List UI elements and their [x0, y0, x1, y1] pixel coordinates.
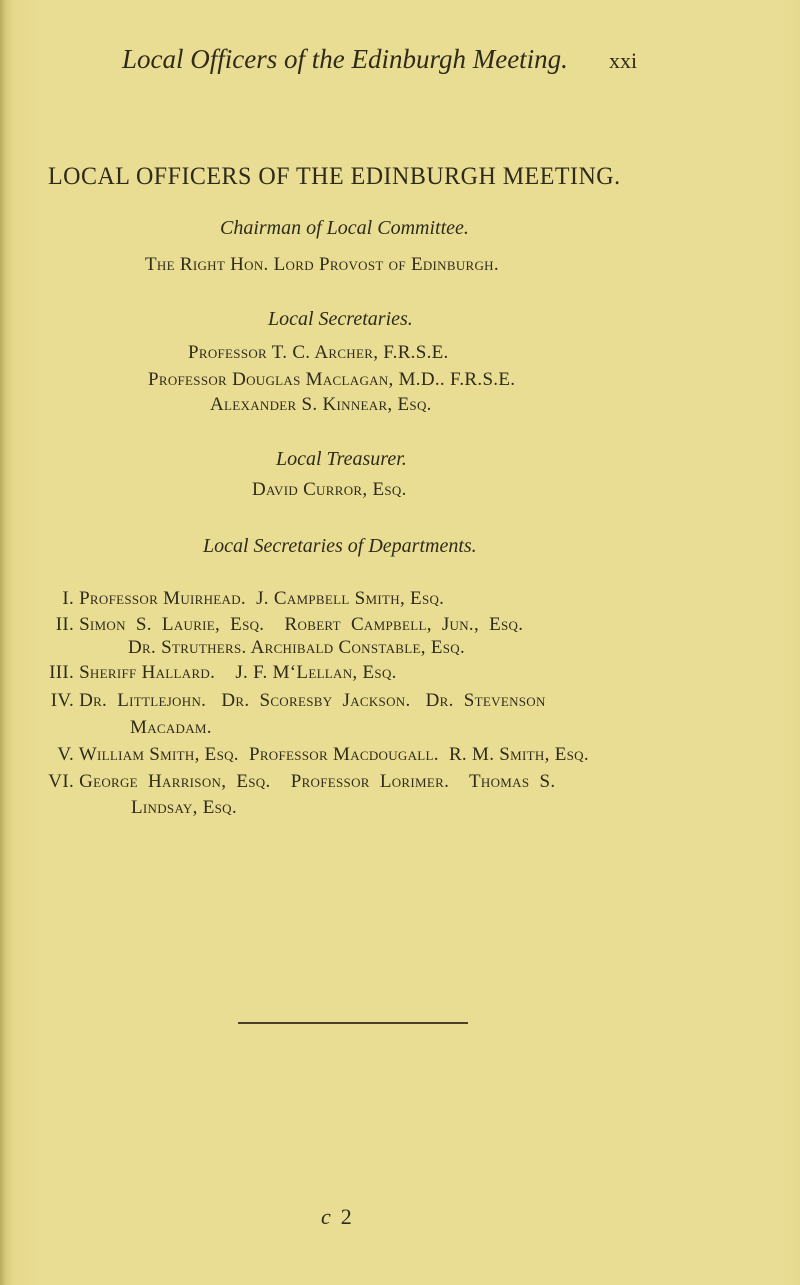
signature-letter: c	[321, 1204, 331, 1229]
signature-number: 2	[340, 1204, 352, 1229]
secretaries-heading: Local Secretaries.	[268, 308, 413, 330]
department-row-1	[44, 588, 444, 610]
department-numeral: II.	[55, 614, 74, 635]
department-row-4	[30, 690, 546, 712]
department-row-2	[36, 614, 523, 636]
page-title: LOCAL OFFICERS OF THE EDINBURGH MEETING.	[48, 163, 621, 190]
department-officers: William Smith, Esq. Professor Macdougall. R. M. Smith, Esq.	[78, 744, 589, 765]
department-officers: Simon S. Laurie, Esq. Robert Campbell, Jun., Esq.	[79, 614, 524, 635]
department-numeral: I.	[62, 588, 74, 609]
treasurer-heading: Local Treasurer.	[276, 448, 407, 470]
department-numeral: III.	[49, 662, 74, 683]
chairman-name: The Right Hon. Lord Provost of Edinburgh.	[145, 254, 499, 275]
department-officers: Dr. Littlejohn. Dr. Scoresby Jackson. Dr. Stevenson	[79, 690, 546, 711]
department-officers: Professor Muirhead. J. Campbell Smith, Esq.	[79, 588, 445, 609]
departments-heading: Local Secretaries of Departments.	[203, 535, 477, 557]
chairman-heading: Chairman of Local Committee.	[220, 217, 469, 239]
running-header-title: Local Officers of the Edinburgh Meeting.	[122, 44, 568, 74]
section-rule	[238, 1022, 468, 1024]
page-number: xxi	[609, 48, 638, 73]
department-officers: George Harrison, Esq. Professor Lorimer. Thomas S.	[79, 771, 556, 792]
department-numeral: V.	[57, 744, 74, 765]
treasurer-name: David Curror, Esq.	[252, 479, 407, 500]
department-row-6	[30, 771, 555, 793]
department-officers: Sheriff Hallard. J. F. M‘Lellan, Esq.	[79, 662, 397, 683]
secretary-name: Professor T. C. Archer, F.R.S.E.	[188, 342, 449, 363]
department-numeral: IV.	[50, 690, 74, 711]
department-row-4-continuation: Macadam.	[130, 717, 212, 738]
secretary-name: Professor Douglas Maclagan, M.D.. F.R.S.E.	[148, 369, 516, 390]
secretary-name: Alexander S. Kinnear, Esq.	[210, 394, 432, 415]
department-row-3	[30, 662, 397, 684]
department-numeral: VI.	[48, 771, 74, 792]
department-row-6-continuation: Lindsay, Esq.	[131, 797, 237, 818]
signature-mark	[321, 1204, 352, 1230]
department-row-5	[40, 744, 589, 766]
department-row-2-continuation: Dr. Struthers. Archibald Constable, Esq.	[128, 637, 465, 658]
